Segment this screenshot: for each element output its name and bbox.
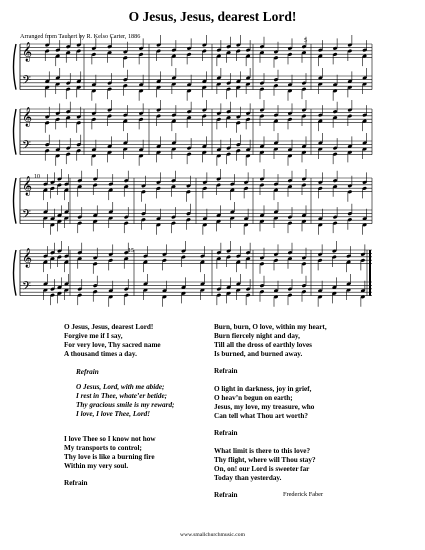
treble-clef-icon: 𝄞 — [22, 176, 33, 196]
lyric-line: Refrain — [64, 479, 88, 487]
brace — [14, 44, 17, 90]
lyric-line: O light in darkness, joy in grief, — [214, 385, 312, 393]
measure-number-10: 10 — [34, 174, 40, 180]
bass-clef-icon: 𝄢 — [22, 208, 32, 224]
author-credit: Frederick Faber — [283, 491, 324, 498]
lyric-line: Refrain — [214, 367, 238, 375]
measure-number-15: 15 — [128, 248, 134, 254]
lyric-line: I love Thee so I know not how — [64, 435, 156, 443]
left-stanza-0 — [64, 323, 174, 359]
brace — [14, 109, 17, 155]
arranger-credit: Arranged from Taubert by R. Kelso Carter, 1886 — [20, 33, 141, 40]
treble-clef-icon: 𝄞 — [22, 248, 33, 268]
lyric-line: A thousand times a day. — [64, 350, 137, 358]
lyric-line: Refrain — [76, 368, 99, 376]
lyric-line: Today than yesterday. — [214, 474, 282, 482]
lyrics-left-column — [64, 323, 174, 488]
lyric-line: Refrain — [214, 491, 238, 499]
lyric-line: O Jesus, Lord, with me abide; — [76, 383, 165, 391]
lyric-line: Thy gracious smile is my reward; — [76, 401, 175, 409]
left-stanza-3 — [64, 435, 174, 471]
left-refrain-head-4 — [64, 479, 174, 488]
lyric-line: On, on! our Lord is sweeter far — [214, 465, 310, 473]
lyric-line: Forgive me if I say, — [64, 332, 123, 340]
bass-clef-icon: 𝄢 — [22, 139, 32, 155]
lyric-line: What limit is there to this love? — [214, 447, 311, 455]
lyric-line: Thy flight, where will Thou stay? — [214, 456, 316, 464]
lyric-line: Till all the dross of earthly loves — [214, 341, 312, 349]
lyric-line: I rest in Thee, whate’er betide; — [76, 392, 168, 400]
lyric-line: For very love, Thy sacred name — [64, 341, 161, 349]
bass-clef-icon: 𝄢 — [22, 280, 32, 296]
score-systems — [14, 35, 373, 307]
lyric-line: Burn fiercely night and day, — [214, 332, 300, 340]
brace — [14, 178, 17, 224]
treble-clef-icon: 𝄞 — [22, 107, 33, 127]
lyric-line: Is burned, and burned away. — [214, 350, 303, 358]
treble-clef-icon: 𝄞 — [22, 42, 33, 62]
hymn-title: O Jesus, Jesus, dearest Lord! — [128, 9, 297, 24]
lyric-line: O Jesus, Jesus, dearest Lord! — [64, 323, 154, 331]
measure-number-5: 5 — [304, 38, 307, 44]
lyric-line: Thy love is like a burning fire — [64, 453, 155, 461]
lyric-line: Refrain — [214, 429, 238, 437]
right-stanza-4 — [214, 447, 327, 483]
lyric-line: My transports to control; — [64, 444, 142, 452]
bass-clef-icon: 𝄢 — [22, 74, 32, 90]
lyric-line: O heav’n begun on earth; — [214, 394, 293, 402]
lyric-line: Can tell what Thou art worth? — [214, 412, 308, 420]
lyric-line: Within my very soul. — [64, 462, 129, 470]
right-refrain-head-1 — [214, 367, 327, 376]
lyric-line: I love, I love Thee, Lord! — [76, 410, 151, 418]
right-stanza-0 — [214, 323, 327, 359]
lyrics-right-column — [214, 323, 327, 500]
brace — [14, 250, 17, 296]
right-refrain-head-3 — [214, 429, 327, 438]
left-refrain-text-2 — [64, 383, 174, 419]
footer-url: www.smallchurchmusic.com — [180, 532, 245, 538]
right-stanza-2 — [214, 385, 327, 421]
lyric-line: Burn, burn, O love, within my heart, — [214, 323, 327, 331]
left-refrain-label-1 — [64, 368, 174, 377]
lyric-line: Jesus, my love, my treasure, who — [214, 403, 315, 411]
